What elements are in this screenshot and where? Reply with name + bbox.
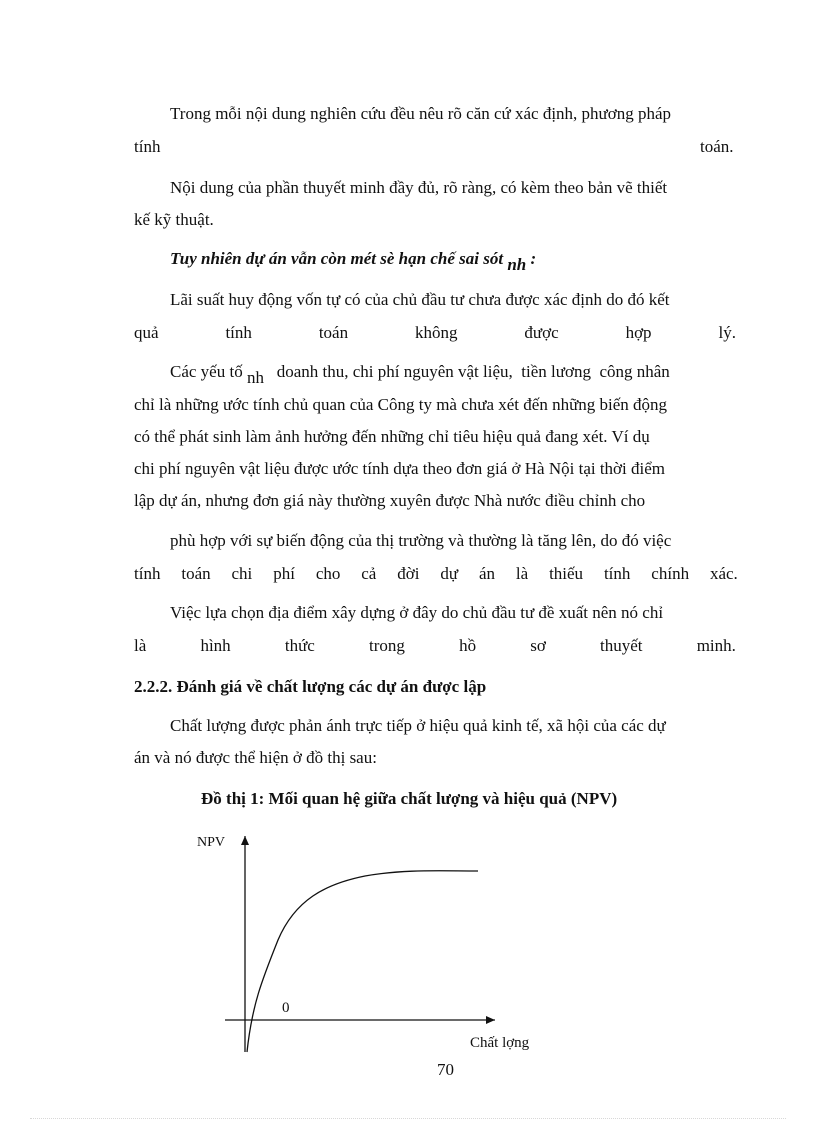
word: cho [315,564,341,583]
limitations-heading [170,249,537,274]
word: lý. [718,323,736,342]
npv-curve [247,871,478,1052]
word: hồ [459,636,477,655]
para2-line1: Nội dung của phần thuyết minh đầy đủ, rõ ràng, có kèm theo bản vẽ thiết [170,178,668,197]
para4-line1-b: doanh thu, chi phí nguyên vật liệu, tiền lương công nhân [263,362,670,381]
para1-line2-end: toán. [700,137,734,156]
para4-line1 [170,362,670,387]
word: không [415,323,458,342]
word: dự [440,564,459,583]
para5-line2 [134,636,736,656]
para4-line6: phù hợp với sự biến động của thị trường và thường là tăng lên, do đó việc [170,531,672,550]
word: xác. [709,564,738,583]
para4-line2: chỉ là những ước tính chủ quan của Công ty mà chưa xét đến những biến động [134,395,668,414]
para6-line1: Chất lượng được phản ánh trực tiếp ở hiệu quả kinh tế, xã hội của các dự [170,716,666,735]
para1-line1: Trong mỗi nội dung nghiên cứu đều nêu rõ căn cứ xác định, phương pháp [170,104,672,123]
y-axis-label: NPV [197,835,226,850]
word: trong [369,636,405,655]
word: đời [397,564,420,583]
para4-line1-sub: nh [246,368,264,387]
section-heading: 2.2.2. Đánh giá về chất lượng các dự án được lập [134,677,487,696]
para4-line7 [134,564,738,584]
word: được [524,323,559,342]
para2-line2: kế kỹ thuật. [134,210,214,229]
para4-line1-a: Các yếu tố [170,362,247,381]
word: cả [361,564,377,583]
x-axis-label: Chất lợng [470,1035,530,1051]
word: là [515,564,529,583]
limitations-heading-sub: nh [507,255,527,274]
para4-line5: lập dự án, nhưng đơn giá này thường xuyên được Nhà nước điều chỉnh cho [134,491,646,510]
limitations-heading-text: Tuy nhiên dự án vẫn còn mét sè hạn chế sai sót [170,249,508,268]
word: quả [134,323,159,342]
word: phí [273,564,295,583]
npv-chart-svg [190,820,560,1060]
para5-line1: Việc lựa chọn địa điểm xây dựng ở đây do chủ đầu tư đề xuất nên nó chỉ [170,603,664,622]
para3-line2 [134,323,736,343]
word: án [478,564,495,583]
word: chính [651,564,690,583]
para3-line1: Lãi suất huy động vốn tự có của chủ đầu tư chưa được xác định do đó kết [170,290,670,309]
word: hình [200,636,231,655]
word: thiếu [549,564,584,583]
chart-title: Đồ thị 1: Mối quan hệ giữa chất lượng và hiệu quả (NPV) [201,789,618,808]
word: hợp [625,323,652,342]
word: thuyết [600,636,643,655]
word: toán [181,564,211,583]
word: toán [318,323,349,342]
word: sơ [530,636,546,655]
word: tính [134,564,161,583]
origin-label: 0 [282,1000,290,1016]
page-number: 70 [437,1060,454,1079]
para4-line3: có thể phát sinh làm ảnh hưởng đến những chỉ tiêu hiệu quả đang xét. Ví dụ [134,427,650,446]
word: chi [231,564,253,583]
bottom-divider [30,1118,786,1119]
para6-line2: án và nó được thể hiện ở đồ thị sau: [134,748,377,767]
para4-line4: chi phí nguyên vật liệu được ước tính dựa theo đơn giá ở Hà Nội tại thời điểm [134,459,666,478]
limitations-heading-tail: : [526,249,537,268]
word: là [134,636,147,655]
para1-line2-start: tính [134,137,161,156]
word: thức [284,636,315,655]
npv-chart [190,820,560,1060]
word: tính [225,323,252,342]
word: minh. [696,636,736,655]
word: tính [603,564,631,583]
